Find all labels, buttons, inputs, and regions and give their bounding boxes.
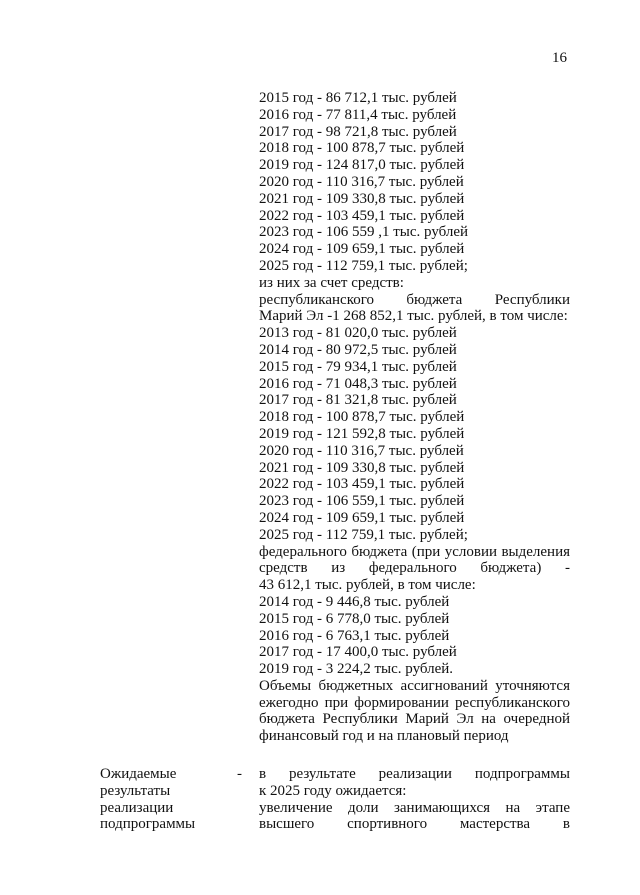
financing-line: 2019 год - 124 817,0 тыс. рублей: [259, 157, 465, 174]
financing-line: 2013 год - 81 020,0 тыс. рублей: [259, 325, 457, 342]
results-line: увеличение доли занимающихся на этапе: [259, 799, 570, 816]
financing-line: 2017 год - 17 400,0 тыс. рублей: [259, 644, 457, 661]
results-line: в результате реализации подпрограммы: [259, 766, 570, 782]
financing-line: 2016 год - 6 763,1 тыс. рублей: [259, 627, 450, 644]
financing-line: финансовый год и на плановый период: [259, 728, 509, 745]
financing-line: 2016 год - 71 048,3 тыс. рублей: [259, 375, 457, 392]
financing-line: 2025 год - 112 759,1 тыс. рублей;: [259, 257, 468, 274]
financing-line: из них за счет средств:: [259, 274, 404, 291]
financing-line: 2022 год - 103 459,1 тыс. рублей: [259, 207, 465, 224]
financing-line: 2015 год - 79 934,1 тыс. рублей: [259, 358, 457, 375]
financing-line: 2021 год - 109 330,8 тыс. рублей: [259, 190, 465, 207]
financing-line: 2017 год - 98 721,8 тыс. рублей: [259, 123, 457, 140]
financing-line: республиканского бюджета Республики: [259, 291, 570, 308]
results-line: к 2025 году ожидается:: [259, 782, 407, 799]
financing-line: 2023 год - 106 559 ,1 тыс. рублей: [259, 224, 469, 241]
financing-line: Марий Эл -1 268 852,1 тыс. рублей, в том числе:: [259, 308, 568, 325]
results-line: высшего спортивного мастерства в: [259, 816, 570, 833]
financing-line: бюджета Республики Марий Эл на очередной: [259, 711, 570, 728]
financing-line: 2020 год - 110 316,7 тыс. рублей: [259, 173, 464, 190]
financing-line: 43 612,1 тыс. рублей, в том числе:: [259, 577, 476, 594]
financing-line: 2025 год - 112 759,1 тыс. рублей;: [259, 526, 468, 543]
financing-line: 2019 год - 121 592,8 тыс. рублей: [259, 425, 465, 442]
results-label-line: Ожидаемые: [100, 766, 177, 782]
financing-line: 2015 год - 86 712,1 тыс. рублей: [259, 90, 457, 106]
financing-line: 2024 год - 109 659,1 тыс. рублей: [259, 509, 465, 526]
financing-line: 2014 год - 9 446,8 тыс. рублей: [259, 593, 450, 610]
financing-line: 2014 год - 80 972,5 тыс. рублей: [259, 341, 457, 358]
results-section: [259, 766, 570, 833]
financing-line: 2017 год - 81 321,8 тыс. рублей: [259, 392, 457, 409]
financing-line: 2015 год - 6 778,0 тыс. рублей: [259, 610, 450, 627]
results-label-line: подпрограммы: [100, 816, 196, 833]
financing-line: 2019 год - 3 224,2 тыс. рублей.: [259, 661, 454, 678]
page-number: 16: [552, 50, 567, 66]
financing-line: 2018 год - 100 878,7 тыс. рублей: [259, 140, 465, 157]
financing-line: средств из федерального бюджета) -: [259, 560, 570, 577]
financing-line: 2016 год - 77 811,4 тыс. рублей: [259, 106, 457, 123]
financing-line: 2022 год - 103 459,1 тыс. рублей: [259, 476, 465, 493]
financing-line: Объемы бюджетных ассигнований уточняются: [259, 677, 570, 694]
financing-line: 2018 год - 100 878,7 тыс. рублей: [259, 409, 465, 426]
results-label: [100, 766, 195, 833]
financing-section: [259, 90, 570, 745]
financing-line: ежегодно при формировании республиканского: [259, 694, 570, 711]
financing-line: 2024 год - 109 659,1 тыс. рублей: [259, 241, 465, 258]
financing-line: федерального бюджета (при условии выделения: [259, 543, 570, 560]
results-label-line: результаты: [100, 782, 171, 799]
financing-line: 2023 год - 106 559,1 тыс. рублей: [259, 493, 465, 510]
financing-line: 2021 год - 109 330,8 тыс. рублей: [259, 459, 465, 476]
financing-line: 2020 год - 110 316,7 тыс. рублей: [259, 442, 464, 459]
results-label-line: реализации: [100, 799, 174, 816]
results-dash: -: [237, 766, 242, 782]
